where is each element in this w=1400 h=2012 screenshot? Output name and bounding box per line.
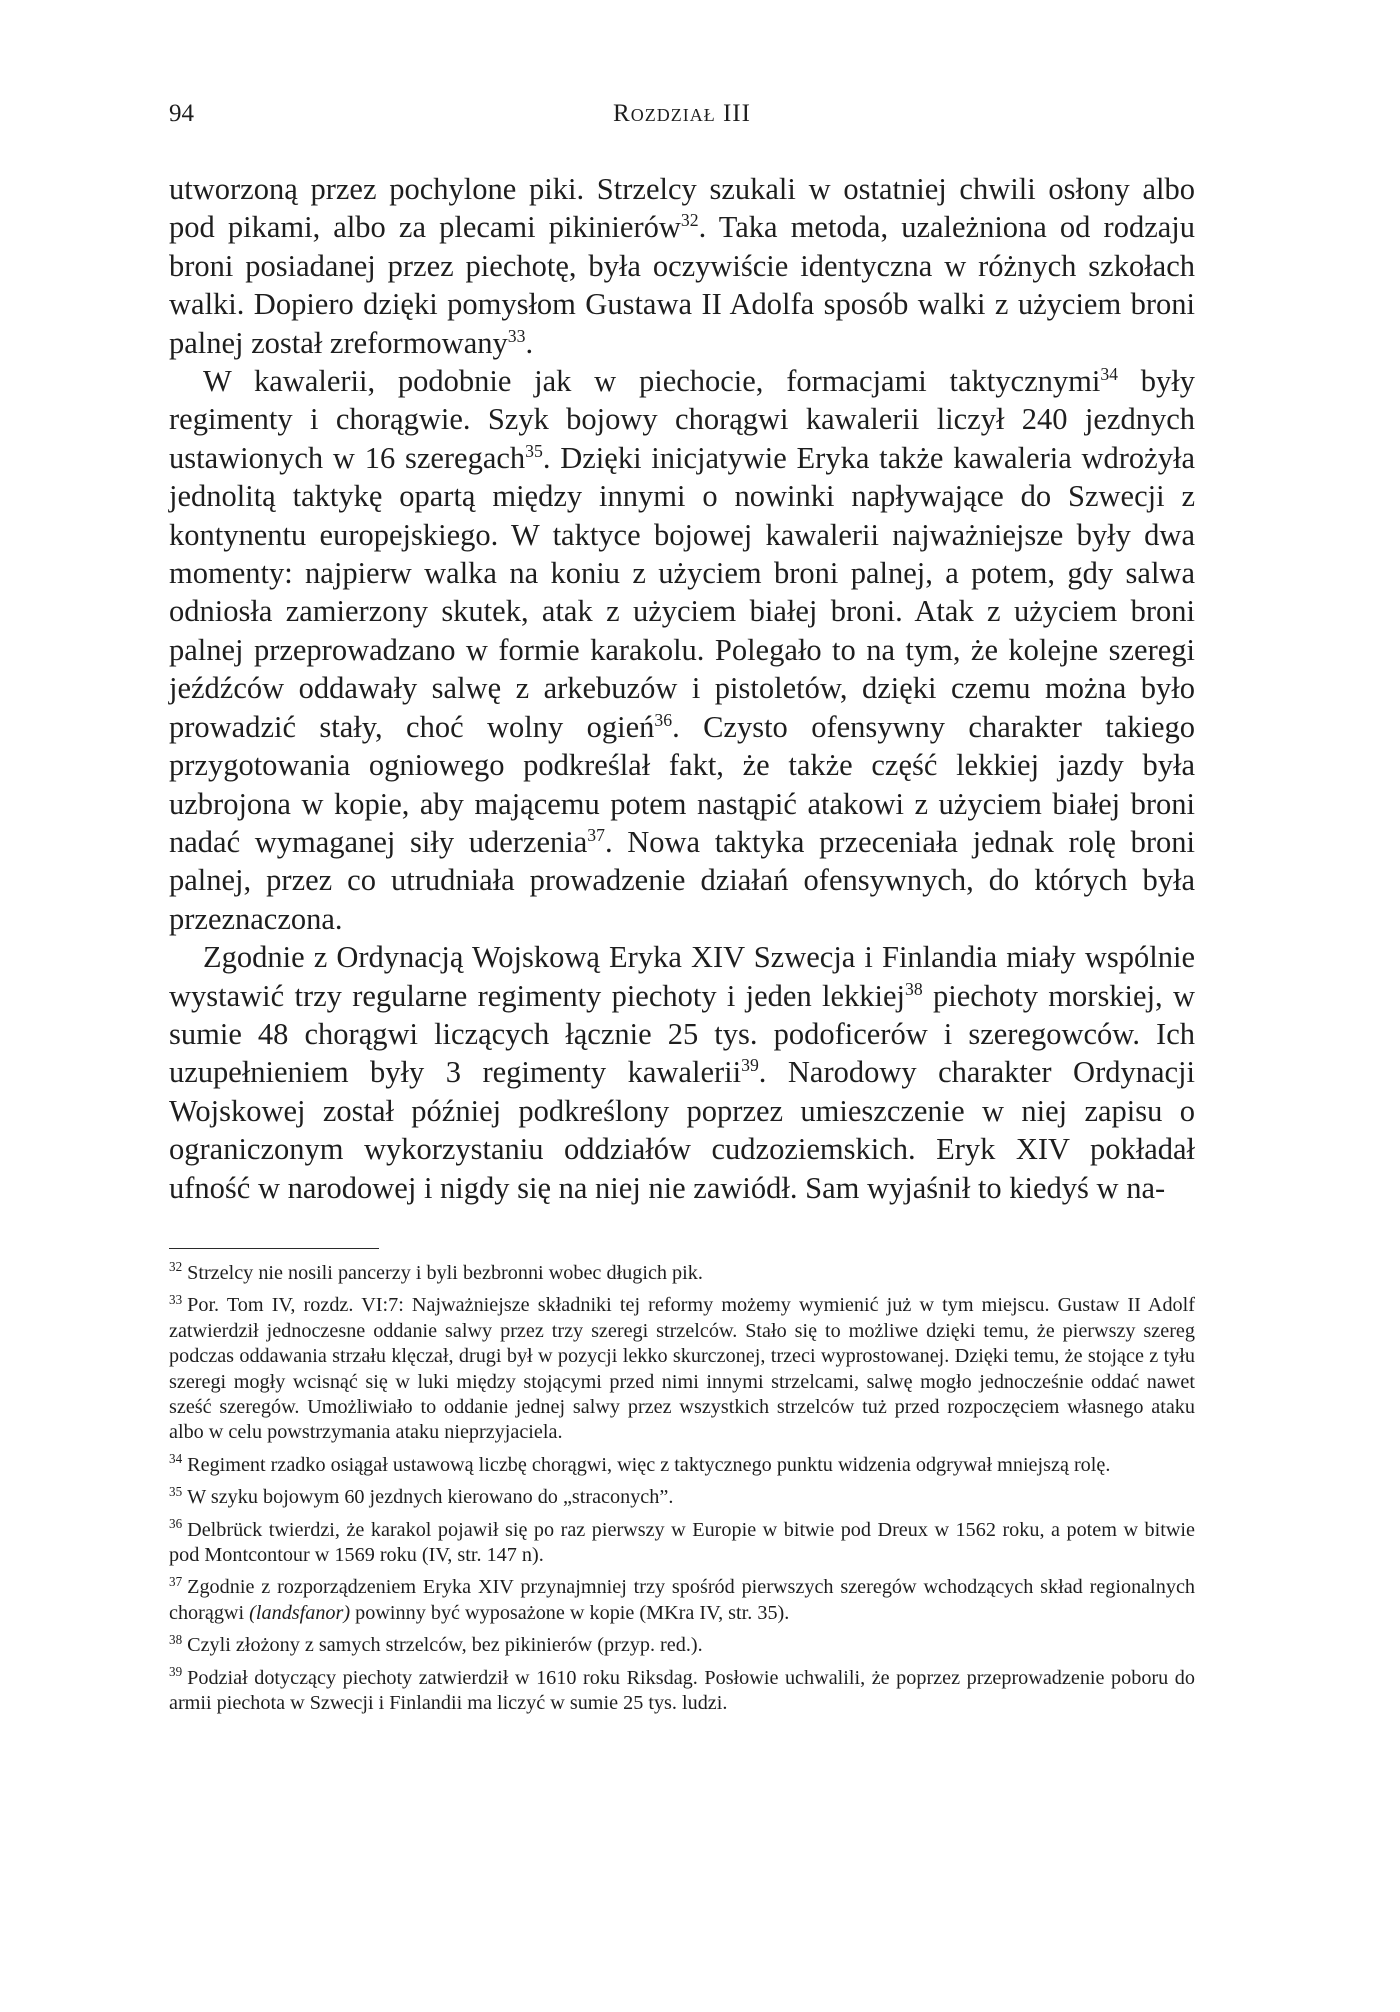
text-run: . Dzięki inicjatywie Eryka także kawaleria wdrożyła jednolitą taktykę opartą między innymi o nowinki napływające do Szwecji z kontynentu europejskiego. W taktyce bojowej kawalerii najważniejsze były dwa momenty: najpierw walka na koniu z użyciem broni palnej, a potem, gdy salwa odniosła zamierzony skutek, atak z użyciem białej broni. Atak z użyciem broni palnej przeprowadzano w formie karakolu. Polegało to na tym, że kolejne szeregi jeźdźców oddawały salwę z arkebuzów i pistoletów, dzięki czemu można było prowadzić stały, choć wolny ogień	[169, 440, 1195, 744]
text-run: Czyli złożony z samych strzelców, bez pikinierów (przyp. red.).	[187, 1634, 703, 1657]
footnote-36	[169, 1515, 1195, 1569]
footnote-38	[169, 1633, 1195, 1658]
footnote-number: 33	[169, 1291, 183, 1307]
footnote-ref: 37	[587, 824, 605, 845]
text-run: . Czysto ofensywny charakter takiego przygotowania ogniowego podkreślał fakt, że także część lekkiej jazdy była uzbrojona w kopie, aby mającemu potem nastąpić atakowi z użyciem białej broni nadać wymaganej siły uderzenia	[169, 709, 1195, 859]
footnote-ref: 33	[507, 325, 526, 346]
page-number: 94	[169, 100, 194, 127]
text-run: Zgodnie z rozporządzeniem Eryka XIV przynajmniej trzy spośród pierwszych szeregów wchodzących skład regionalnych chorągwi	[169, 1576, 1195, 1624]
chapter-title: Rozdział III	[613, 100, 751, 127]
footnote-34	[169, 1453, 1195, 1478]
text-run: .	[525, 325, 534, 360]
footnote-number: 35	[169, 1483, 183, 1499]
footnote-number: 37	[169, 1573, 183, 1589]
footnote-number: 39	[169, 1663, 183, 1679]
text-run: utworzoną przez pochylone piki. Strzelcy szukali w ostatniej chwili osłony albo pod pikami, albo za plecami pikinierów	[169, 172, 1195, 245]
text-run: . Narodowy charakter Ordynacji Wojskowej został później podkreślony poprzez umieszczenie w niej zapisu o ograniczonym wykorzystaniu oddziałów cudzoziemskich. Eryk XIV pokładał ufność w narodowej i nigdy się na niej nie zawiódł. Sam wyjaśnił to kiedyś w na-	[169, 1055, 1196, 1205]
footnotes	[169, 1261, 1195, 1724]
text-run: Por. Tom IV, rozdz. VI:7: Najważniejsze składniki tej reformy możemy wymienić już w tym miejscu. Gustaw II Adolf zatwierdził jednoczesne oddanie salwy przez trzy szeregi strzelców. Stało się to możliwe dzięki temu, że pierwszy szereg podczas oddawania strzału klęczał, drugi był w pozycji lekko skurczonej, trzeci wyprostowanej. Dzięki temu, że stojące z tyłu szeregi mogły wcisnąć się w luki między stojącymi przed nimi innymi strzelcami, salwę mogło jednocześnie oddać nawet sześć szeregów. Umożliwiało to oddanie jednej salwy przez wszystkich strzelców tuż przed rozpoczęciem własnego ataku albo w celu powstrzymania ataku nieprzyjaciela.	[169, 1294, 1195, 1444]
text-run: powinny być wyposażone w kopie (MKra IV, str. 35).	[350, 1601, 790, 1624]
text-run: W kawalerii, podobnie jak w piechocie, formacjami taktycznymi	[203, 364, 1101, 399]
text-run: Delbrück twierdzi, że karakol pojawił się po raz pierwszy w Europie w bitwie pod Dreux w 1562 roku, a potem w bitwie pod Montcontour w 1569 roku (IV, str. 147 n).	[169, 1518, 1195, 1567]
footnote-number: 38	[169, 1631, 183, 1647]
text-run: były regimenty i chorągwie. Szyk bojowy chorągwi kawalerii liczył 240 jezdnych ustawionych w 16 szeregach	[169, 364, 1195, 475]
text-run: W szyku bojowym 60 jezdnych kierowano do „straconych”.	[187, 1486, 674, 1509]
main-text	[169, 170, 1195, 1207]
footnote-ref: 38	[905, 978, 923, 999]
footnote-ref: 32	[680, 210, 699, 231]
text-run: . Nowa taktyka przeceniała jednak rolę broni palnej, przez co utrudniała prowadzenie działań ofensywnych, do których była przeznaczona.	[169, 824, 1195, 936]
body-paragraph	[169, 938, 1195, 1207]
footnote-number: 36	[169, 1515, 183, 1531]
footnote-separator	[169, 1248, 379, 1249]
text-run: Strzelcy nie nosili pancerzy i byli bezbronni wobec długich pik.	[187, 1262, 703, 1284]
book-page	[169, 0, 1195, 2012]
footnote-ref: 39	[741, 1055, 759, 1076]
footnote-ref: 36	[654, 709, 673, 730]
text-run: . Taka metoda, uzależniona od rodzaju broni posiadanej przez piechotę, była oczywiście identyczna w różnych szkołach walki. Dopiero dzięki pomysłom Gustawa II Adolfa sposób walki z użyciem broni palnej został zreformowany	[169, 210, 1195, 360]
body-paragraph	[169, 362, 1195, 938]
footnote-39	[169, 1663, 1195, 1717]
footnote-37	[169, 1575, 1195, 1626]
body-paragraph	[169, 170, 1195, 362]
footnote-number: 34	[169, 1451, 183, 1467]
running-head	[169, 100, 1195, 140]
footnote-number: 32	[169, 1259, 183, 1275]
text-run: Regiment rzadko osiągał ustawową liczbę chorągwi, więc z taktycznego punktu widzenia odgrywał mniejszą rolę.	[187, 1453, 1111, 1476]
footnote-35	[169, 1485, 1195, 1510]
text-run: Zgodnie z Ordynacją Wojskową Eryka XIV Szwecja i Finlandia miały wspólnie wystawić trzy regularne regimenty piechoty i jeden lekkiej	[169, 940, 1195, 1013]
footnote-ref: 35	[525, 440, 543, 461]
text-run: piechoty morskiej, w sumie 48 chorągwi liczących łącznie 25 tys. podoficerów i szeregowców. Ich uzupełnieniem były 3 regimenty kawalerii	[169, 978, 1195, 1090]
text-run: Podział dotyczący piechoty zatwierdził w 1610 roku Riksdag. Posłowie uchwalili, że poprzez przeprowadzenie poboru do armii piechota w Szwecji i Finlandii ma liczyć w sumie 25 tys. ludzi.	[169, 1666, 1195, 1715]
italic-text: (landsfanor)	[249, 1601, 351, 1624]
footnote-32	[169, 1261, 1195, 1286]
footnote-33	[169, 1293, 1195, 1445]
footnote-ref: 34	[1100, 363, 1118, 384]
